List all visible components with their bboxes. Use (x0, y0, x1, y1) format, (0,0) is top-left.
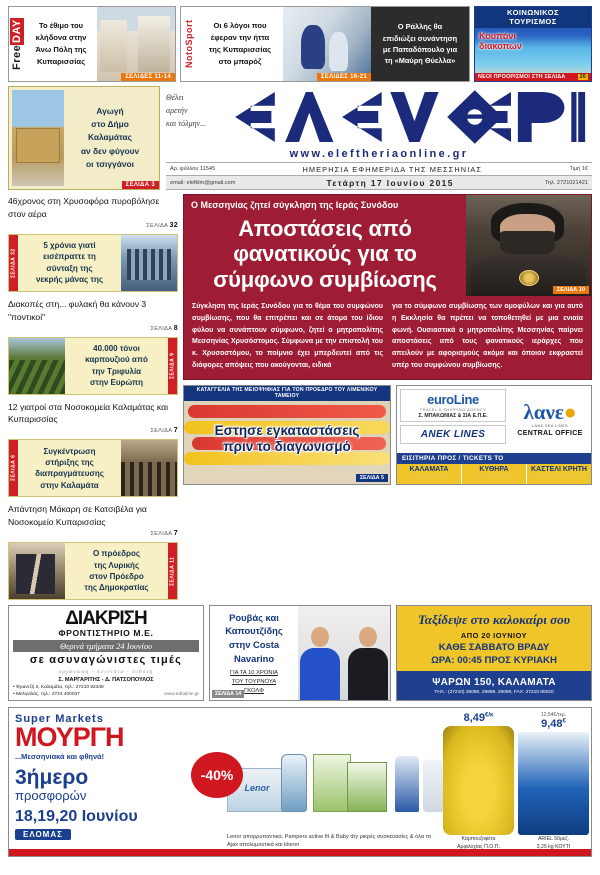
product-image (443, 726, 514, 835)
discount-badge: -40% (191, 752, 243, 798)
masthead-main (166, 86, 592, 190)
left-card-text: Συγκέντρωση στήριξης της διαπραγμάτευσης στην Καλαμάτα (35, 446, 104, 490)
supermarket-member-badge: ΕΛΟΜΑΣ (15, 829, 71, 840)
publication-date: Τετάρτη 17 Ιουνίου 2015 (326, 177, 454, 188)
tourism-image (475, 28, 591, 73)
supermarket-info (9, 708, 185, 856)
ad-costa-navarino[interactable] (209, 605, 391, 701)
supermarket-days: 3ήμερο (15, 765, 89, 789)
diakrisi-logo: ΔΙΑΚΡΙΣΗ (65, 608, 147, 630)
product-price: $8,49^{€/\kappa}$ (463, 712, 494, 725)
newspaper-price: Τιμή 1€ (569, 166, 588, 172)
side-promo-image (12, 90, 64, 186)
diakrisi-website[interactable]: www.ediakrisi.gr (164, 692, 199, 698)
tourism-coupon-label: Κουπόνι διακοπών (479, 31, 522, 52)
left-card-page-label: ΣΕΛΙΔΑ 9 (168, 338, 177, 394)
euroline-ad[interactable] (396, 385, 592, 485)
freeday-brand-free: Free (11, 45, 23, 71)
supermarket-label: Super Markets (15, 713, 104, 726)
left-card-image (121, 235, 177, 291)
left-card-pension[interactable] (8, 234, 178, 292)
promo-freeday[interactable] (8, 6, 176, 82)
lane-lines-logo: λανε● LANE SEA LINES CENTRAL OFFICE (517, 399, 583, 437)
left-card-page-label: ΣΕΛΙΔΑ 11 (168, 543, 177, 599)
promo-notosport-image (283, 7, 371, 81)
lead-kicker: Ο Μεσσηνίας ζητεί σύγκληση της Ιεράς Συνόδου (191, 200, 399, 210)
lead-body-col-2: για το σύμφωνο συμβίωσης των ομοφύλων και για αυτό η Εκκλησία θα πρέπει να τοποθετηθεί με μια ενιαία φωνή. Ουσιαστικά ο μητροπολίτης Μεσσηνίας παίρνει αποστάσεις από τους φανατικούς ιεράρχες που απειλούν με αφορισμούς ακόμα και όποιον εκφραστεί υπέρ του συμφώνου συμβίωσης. (392, 303, 583, 369)
tourism-page-number: 20 (579, 74, 586, 80)
side-promo-text: Αγωγή στο Δήμο Καλαμάτας αν δεν φύγουν οι τσιγγάνοι (80, 106, 140, 169)
supermarket-dates: 18,19,20 Ιουνίου (15, 808, 138, 826)
freeday-brand (9, 7, 25, 81)
left-column (8, 194, 178, 600)
product-pampers-1 (313, 754, 351, 812)
lead-photo-bishop (466, 195, 591, 296)
travel-telephone: ΤΗΛ.: (27210) 28080, 29899, 28099, FAX: 27210 80020 (434, 689, 554, 695)
product-image (518, 732, 589, 835)
left-card-image (9, 543, 65, 599)
diakrisi-contact-1: • Φραντζή 2, Καλαμάτα, τηλ.: 27210 82348 (13, 684, 104, 690)
costa-photo (298, 606, 390, 700)
promo-freeday-text: Το έθιμο του κλήδονα στην Άνω Πόλη της Κυπαρισσίας (35, 21, 87, 66)
euroline-destinations (397, 464, 591, 484)
promo-notosport-page-badge: ΣΕΛΙΔΕΣ 16-21 (317, 73, 371, 81)
euroline-logo-box (400, 389, 506, 422)
lead-photo-page-badge: ΣΕΛΙΔΑ 10 (553, 286, 589, 294)
notosport-brand: NotoSport (184, 19, 194, 69)
diakrisi-italic: οργάνωση - ποιότητα - ευθύνη (58, 668, 154, 675)
side-promo-page-badge: ΣΕΛΙΔΑ 3 (122, 181, 159, 189)
destination-item[interactable]: ΚΑΣΤΕΛΙ ΚΡΗΤΗ KASTELI CRETE (531, 465, 587, 481)
masthead (0, 86, 600, 190)
travel-schedule: ΚΑΘΕ ΣΑΒΒΑΤΟ ΒΡΑΔΥ ΩΡΑ: 00:45 ΠΡΟΣ ΚΥΡΙΑΚΗ (431, 642, 557, 666)
promo-freeday-page-badge: ΣΕΛΙΔΕΣ 11-14 (121, 73, 175, 81)
masthead-motto: Θέλει αρετήν και τόλμην... (166, 93, 207, 128)
travel-script: Ταξίδεψε στο καλοκαίρι σου (418, 612, 570, 628)
advertisement-row (0, 600, 600, 701)
lead-headline: Αποστάσεις από φανατικούς για το σύμφωνο συμβίωσης (213, 215, 437, 292)
harbor-title: Εστησε εγκαταστάσεις πριν το διαγωνισμό (214, 422, 360, 455)
promo-notosport[interactable] (180, 6, 470, 82)
masthead-info-bar (166, 162, 592, 190)
euroline-brand: euroLine (427, 391, 479, 407)
masthead-logo (230, 86, 592, 148)
lead-headline-block (184, 195, 466, 296)
left-card-page-label: ΣΕΛΙΔΑ 32 (9, 235, 18, 291)
costa-title: Ρουβάς και Καπουτζίδης στην Costa Navarino (225, 611, 283, 664)
brief-page-ref: ΣΕΛΙΔΑ 32 (146, 221, 178, 229)
harbor-page-badge: ΣΕΛΙΔΑ 5 (356, 474, 388, 482)
brief-item[interactable] (8, 297, 178, 332)
brief-page-ref: ΣΕΛΙΔΑ 8 (150, 324, 178, 332)
left-card-image (121, 440, 177, 496)
promo-social-tourism[interactable] (474, 6, 592, 82)
diakrisi-subtitle: ΦΡΟΝΤΙΣΤΗΡΙΟ Μ.Ε. (58, 628, 154, 639)
left-card-text: 40.000 τόνοι καρπουζιού από την Τριφυλία στην Ευρώπη (85, 343, 148, 387)
costa-subtitle: ΓΙΑ ΤΑ 10 ΧΡΟΝΙΑ ΤΟΥ ΤΟΥΡΝΟΥΑ ΓΚΟΛΦ (229, 670, 279, 694)
newspaper-subtitle: ΗΜΕΡΗΣΙΑ ΕΦΗΜΕΡΙΔΑ ΤΗΣ ΜΕΣΣΗΝΙΑΣ (302, 164, 483, 174)
ad-travel[interactable] (396, 605, 592, 701)
travel-from-date: ΑΠΟ 20 ΙΟΥΝΙΟΥ (460, 631, 528, 641)
diakrisi-contact-2: • Μελιγαλάς, τηλ.: 2724 400037 www.ediakrisi.gr (13, 692, 199, 698)
destination-item[interactable]: ΚΥΘΗΡΑ KYTHERA (462, 464, 527, 484)
top-promo-strip (0, 0, 600, 86)
product-description: ARIEL 50μεζ. 3,25 kg ΚΟΥΤΙ (536, 836, 571, 850)
main-content (0, 190, 600, 600)
secondary-row (183, 385, 592, 485)
supermarket-slogan: ...Μεσσηνιακά και φθηνά! (15, 751, 105, 761)
diakrisi-price: σε ασυναγώνιστες τιμές (29, 654, 183, 667)
travel-street: ΨΑΡΩΝ 150, ΚΑΛΑΜΑΤΑ (432, 676, 556, 688)
brief-title: 46χρονος στη Χρυσοφόρα πυροβόλησε στον αέρα (8, 196, 160, 219)
masthead-info-row-1 (166, 163, 592, 176)
diakrisi-band: Θερινά τμήματα 24 Ιουνίου (13, 640, 199, 652)
supermarket-brand: ΜΟΥΡΓΗ (15, 722, 124, 753)
brief-title: Απάντηση Μάκαρη σε Κατσιβέλα για Νοσοκομείο Κυπαρισσίας (8, 504, 147, 528)
left-card-lyriki[interactable] (8, 542, 178, 600)
newspaper-phone: Τηλ. 2721021421 (544, 179, 588, 186)
left-card-page-label: ΣΕΛΙΔΑ 6 (9, 440, 18, 496)
left-card-text: 5 χρόνια γιατί εισέπραττε τη σύνταξη της νεκρής μάνας της (35, 241, 104, 285)
masthead-side-promo[interactable] (8, 86, 160, 190)
product-description: Καρπουζοφέτα Αμφιλοχίας Π.Ο.Π. (457, 836, 500, 850)
brief-page-ref: ΣΕΛΙΔΑ 7 (150, 427, 178, 435)
product-ajax-1 (395, 756, 419, 812)
left-card-rally[interactable] (8, 439, 178, 497)
promo-freeday-image (97, 7, 175, 81)
supermarket-offers-label: προσφορών (15, 787, 87, 803)
brief-title: Διακοπές στη... φυλακή θα κάνουν 3 "ποντικοί" (8, 298, 147, 322)
lead-story[interactable] (183, 194, 592, 380)
ad-diakrisi[interactable] (8, 605, 204, 701)
ad-supermarket-mourgi[interactable] (8, 707, 592, 857)
brief-page-ref: ΣΕΛΙΔΑ 7 (150, 530, 178, 538)
harbor-story[interactable] (183, 385, 391, 485)
euroline-company: Σ. ΜΠΑΚΩΝΙΑΣ & ΣΙΑ Ε.Π.Ε. (418, 412, 488, 419)
product-price: 9,48€ (541, 718, 566, 731)
left-card-image (9, 338, 65, 394)
product-lenor-bottle (281, 754, 307, 812)
travel-address-block (397, 671, 591, 700)
lead-body-col-1: Σύγκληση της Ιεράς Συνόδου για το θέμα του συμφώνου συμβίωσης, που θα επιτρέπει και σε άτομα του ίδιου φύλου να συνάπτουν σύμφωνο, ζητεί ο μητροπολίτης Μεσσηνίας Χρυσόστομος. Σύμφωνα με την επιστολή του κ. Χρυσοστόμου, το ποίμνιο έχει μπερδευτεί από τις διάφορες απόψεις που ακούγονται, ειδικά (192, 303, 383, 369)
supermarket-products-left (185, 708, 441, 856)
tourism-footer: 20 ΝΕΟΙ ΠΡΟΟΡΙΣΜΟΙ ΣΤΗ ΣΕΛΙΔΑ (475, 73, 591, 81)
euroline-tickets-label: ΕΙΣΙΤΗΡΙΑ ΠΡΟΣ / TICKETS TO (397, 453, 591, 464)
supermarket-products-right (441, 708, 591, 856)
center-column (183, 194, 592, 600)
product-pampers-2 (347, 762, 387, 812)
product-item-banana (441, 708, 516, 856)
newspaper-email[interactable]: email: elefklm@gmail.com (170, 179, 236, 186)
promo-rallis-text: Ο Ράλλης θα επιδιώξει συνάντηση με Παπαδόπουλο για τη «Μαύρη Θύελλα» (371, 7, 469, 81)
tourism-header: ΚΟΙΝΩΝΙΚΟΣ ΤΟΥΡΙΣΜΟΣ (475, 7, 591, 28)
brief-item[interactable] (8, 502, 178, 537)
promo-notosport-text: Οι 6 λόγοι που έφεραν την ήττα της Κυπαρισσίας στο μπαρόζ (208, 21, 272, 66)
supermarket-bottom-bar (9, 849, 591, 856)
brief-item[interactable] (8, 400, 178, 435)
left-card-text: Ο πρόεδρος της Λυρικής στον Πρόεδρο της Δημοκρατίας (84, 549, 149, 593)
masthead-info-row-2 (166, 176, 592, 190)
freeday-brand-day: DAY (11, 19, 23, 44)
lenor-brand-label: Lenor (244, 783, 270, 794)
costa-page-badge: ΣΕΛΙΔΑ 14 (212, 690, 244, 698)
product-old-price: 12,54€/τεμ. (540, 712, 567, 719)
destination-item[interactable]: ΚΑΛΑΜΑΤΑ KALAMATA (397, 464, 462, 484)
euroline-brand-sub: TRAVEL & SHIPPING AGENCY (419, 406, 487, 412)
supermarket-caption: Lenor απορρυπαντικά, Pampers active fit & Baby dry μικρές συσκευασίες & όλα τα Ajax απολυμαντικά και kloron (227, 833, 431, 849)
product-item-ariel (516, 708, 591, 856)
brief-item[interactable] (8, 194, 178, 229)
masthead-website[interactable]: www.eleftheriaonline.gr (289, 148, 469, 160)
diakrisi-names: Σ. ΜΑΡΓΑΡΙΤΗΣ - Δ. ΠΑΤΣΟΠΟΥΛΟΣ (58, 676, 154, 683)
brief-title: 12 γιατροί στα Νοσοκομεία Καλαμάτας και Κυπαρισσίας (8, 401, 168, 425)
issue-number: Αρ. φύλλου 11545 (170, 166, 216, 172)
harbor-kicker: ΚΑΤΑΓΓΕΛΙΑ ΤΗΣ ΜΕΙΟΨΗΦΙΑΣ ΓΙΑ ΤΟΝ ΠΡΟΕΔΡΟ ΤΟΥ ΛΙΜΕΝΙΚΟΥ ΤΑΜΕΙΟΥ (184, 386, 390, 401)
left-card-watermelon[interactable] (8, 337, 178, 395)
anek-lines-logo: ANEK LINES (400, 425, 506, 444)
